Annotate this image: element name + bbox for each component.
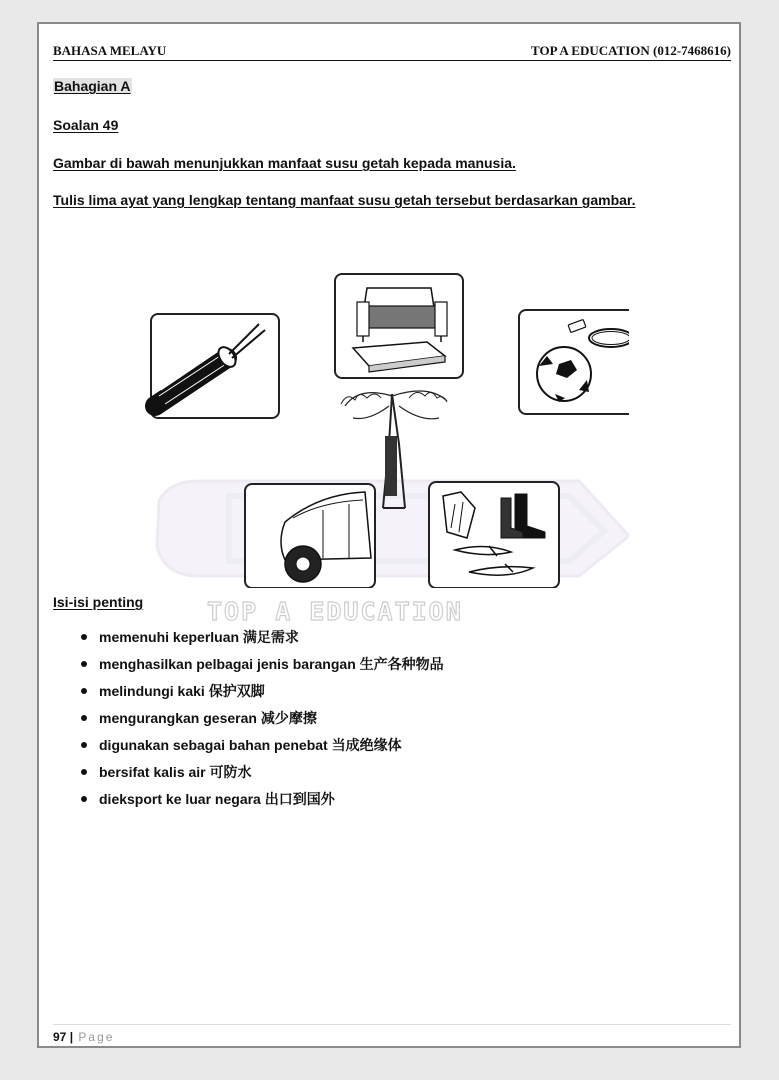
list-item: bersifat kalis air 可防水 <box>79 762 444 789</box>
list-item: dieksport ke luar negara 出口到国外 <box>79 789 444 816</box>
list-item: mengurangkan geseran 减少摩擦 <box>79 708 444 735</box>
bullet-icon <box>81 742 87 748</box>
bullet-icon <box>81 634 87 640</box>
watermark-text: TOP A EDUCATION <box>207 597 463 626</box>
instruction-2: Tulis lima ayat yang lengkap tentang manfaat susu getah tersebut berdasarkan gambar. <box>53 192 636 208</box>
section-title: Bahagian A <box>54 78 131 94</box>
key-points-list <box>79 627 444 816</box>
page-number: 97 <box>53 1030 67 1044</box>
cable-picture <box>151 314 279 418</box>
rubber-uses-figure <box>109 246 629 588</box>
list-item: menghasilkan pelbagai jenis barangan 生产各种物品 <box>79 654 444 681</box>
footer-divider <box>53 1024 731 1025</box>
page-header <box>53 42 731 61</box>
page-word: Page <box>78 1030 115 1044</box>
header-publisher: TOP A EDUCATION (012-7468616) <box>531 43 731 58</box>
page-footer <box>53 1030 114 1044</box>
ball-rubberband-picture <box>519 310 629 414</box>
footer-separator: | <box>69 1030 74 1044</box>
points-heading: Isi-isi penting <box>53 594 144 610</box>
document-page <box>37 22 741 1048</box>
header-subject: BAHASA MELAYU <box>53 43 167 58</box>
list-item: melindungi kaki 保护双脚 <box>79 681 444 708</box>
list-item: memenuhi keperluan 满足需求 <box>79 627 444 654</box>
instruction-1: Gambar di bawah menunjukkan manfaat susu getah kepada manusia. <box>53 155 516 171</box>
car-picture <box>245 484 375 588</box>
sofa-mattress-picture <box>335 274 463 378</box>
list-item: digunakan sebagai bahan penebat 当成绝缘体 <box>79 735 444 762</box>
question-number: Soalan 49 <box>53 117 119 133</box>
bullet-icon <box>81 715 87 721</box>
bullet-icon <box>81 796 87 802</box>
raincoat-boots-slippers-picture <box>429 482 559 588</box>
bullet-icon <box>81 769 87 775</box>
bullet-icon <box>81 661 87 667</box>
bullet-icon <box>81 688 87 694</box>
